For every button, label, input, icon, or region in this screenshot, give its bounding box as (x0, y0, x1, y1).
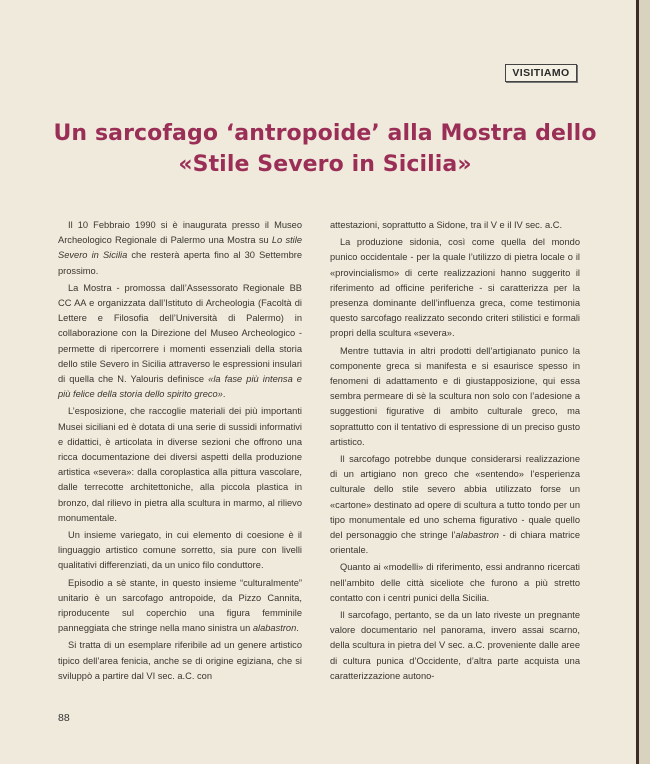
paragraph: Un insieme variegato, in cui elemento di coesione è il linguaggio artistico comune sorretto, sia pure con livelli qualitativi differenziati, da un unico filo conduttore. (58, 530, 302, 571)
paragraph (330, 452, 580, 558)
paragraph (58, 281, 302, 403)
text-run: Il 10 Febbraio 1990 si è inaugurata presso il Museo Archeologico Regionale di Palermo una Mostra su (58, 220, 302, 246)
paragraph: Il sarcofago, pertanto, se da un lato riveste un pregnante valore documentario nel panorama, invero assai scarno, della scultura in pietra del V sec. a.C. proveniente dalle aree di cultura punica d’Occidente, d’altra parte acquista una caratterizzazione autono- (330, 610, 580, 681)
paragraph: La produzione sidonia, così come quella del mondo punico occidentale - per la quale l’utilizzo di pietra locale o il «provincialismo» di certe realizzazioni hanno suggerito il riferimento ad officine periferiche - si caratterizza per la presenza dominante dell’influenza greca, come testimonia questo sarcofago realizzato secondo criteri stilistici e formali propri della scultura «severa». (330, 237, 580, 339)
text-run: che resterà aperta fino al 30 Settembre prossimo. (58, 250, 303, 276)
paragraph: Quanto ai «modelli» di riferimento, essi andranno ricercati nell’ambito delle città siceliote che furono a più stretto contatto con i centri punici della Sicilia. (330, 562, 580, 603)
page-number: 88 (58, 712, 70, 724)
paragraph: L’esposizione, che raccoglie materiali dei più importanti Musei siciliani ed è dotata di una serie di sussidi informativi e didattici, è articolata in diverse sezioni che offrono una ricca documentazione dei diversi aspetti della produzione artistica «severa»: dalla coroplastica alla pittura vascolare, dalle terrecotte architettoniche, alla piccola plastica in bronzo, dal rilievo in pietra alla scultura in marmo, al rilievo monumentale. (58, 406, 302, 523)
right-text-column (330, 218, 580, 686)
title-line-2: «Stile Severo in Sicilia» (178, 152, 472, 177)
section-tag: VISITIAMO (505, 64, 577, 82)
italic-quote: «la fase più intensa e più felice della storia dello spirito greco» (58, 374, 302, 400)
paragraph: Mentre tuttavia in altri prodotti dell’artigianato punico la componente greca si manifesta e si esaurisce spesso in fenomeni di adattamento e di giustapposizione, qui essa sembra permeare di sè la scultura non solo con l’adesione a suggestioni figurative di ambito culturale greco, ma soprattutto con il tentativo di espressione di un preciso gusto artistico. (330, 345, 580, 447)
text-run: Il sarcofago potrebbe dunque considerarsi realizzazione di un artigiano non greco che «sentendo» l’esperienza culturale dello stile severo abbia utilizzato forse un «cartone» destinato ad opere di scultura a tutto tondo per un tipo monumentale ed uno schema figurativo - quale quello del personaggio che stringe l’ (330, 454, 580, 541)
text-run: La Mostra - promossa dall’Assessorato Regionale BB CC AA e organizzata dall’Istituto di Archeologia (Facoltà di Lettere e Filosofia dell’Università di Palermo) in collaborazione con la Direzione del Museo Archeologico - permette di ripercorrere i momenti essenziali della storia dello stile Severo in Sicilia attraverso le espressioni insulari di quella che N. Yalouris definisce (58, 282, 302, 385)
paragraph (58, 576, 302, 637)
italic-term: alabastron (455, 530, 499, 541)
paragraph: Si tratta di un esemplare riferibile ad un genere artistico tipico dell’area fenicia, anche se di origine egiziana, che si sviluppò a partire dal VI sec. a.C. con (58, 640, 302, 681)
page-edge-shadow (639, 0, 650, 764)
article-title (40, 118, 610, 180)
paragraph: attestazioni, soprattutto a Sidone, tra il V e il IV sec. a.C. (330, 220, 563, 230)
text-run: - di chiara matrice orientale. (330, 530, 581, 556)
italic-term: alabastron (252, 623, 297, 634)
left-text-column (58, 218, 302, 686)
paragraph (58, 218, 302, 279)
title-line-1: Un sarcofago ‘antropoide’ alla Mostra dello (53, 121, 597, 146)
text-run: . (296, 623, 299, 634)
text-run: . (222, 389, 226, 400)
italic-title: Lo stile Severo in Sicilia (58, 235, 302, 261)
text-run: Episodio a sè stante, in questo insieme “culturalmente” unitario è un sarcofago antropoide, da Pizzo Cannita, riproducente sul coperchio una figura femminile panneggiata che stringe nella mano sinistra un (58, 577, 302, 634)
